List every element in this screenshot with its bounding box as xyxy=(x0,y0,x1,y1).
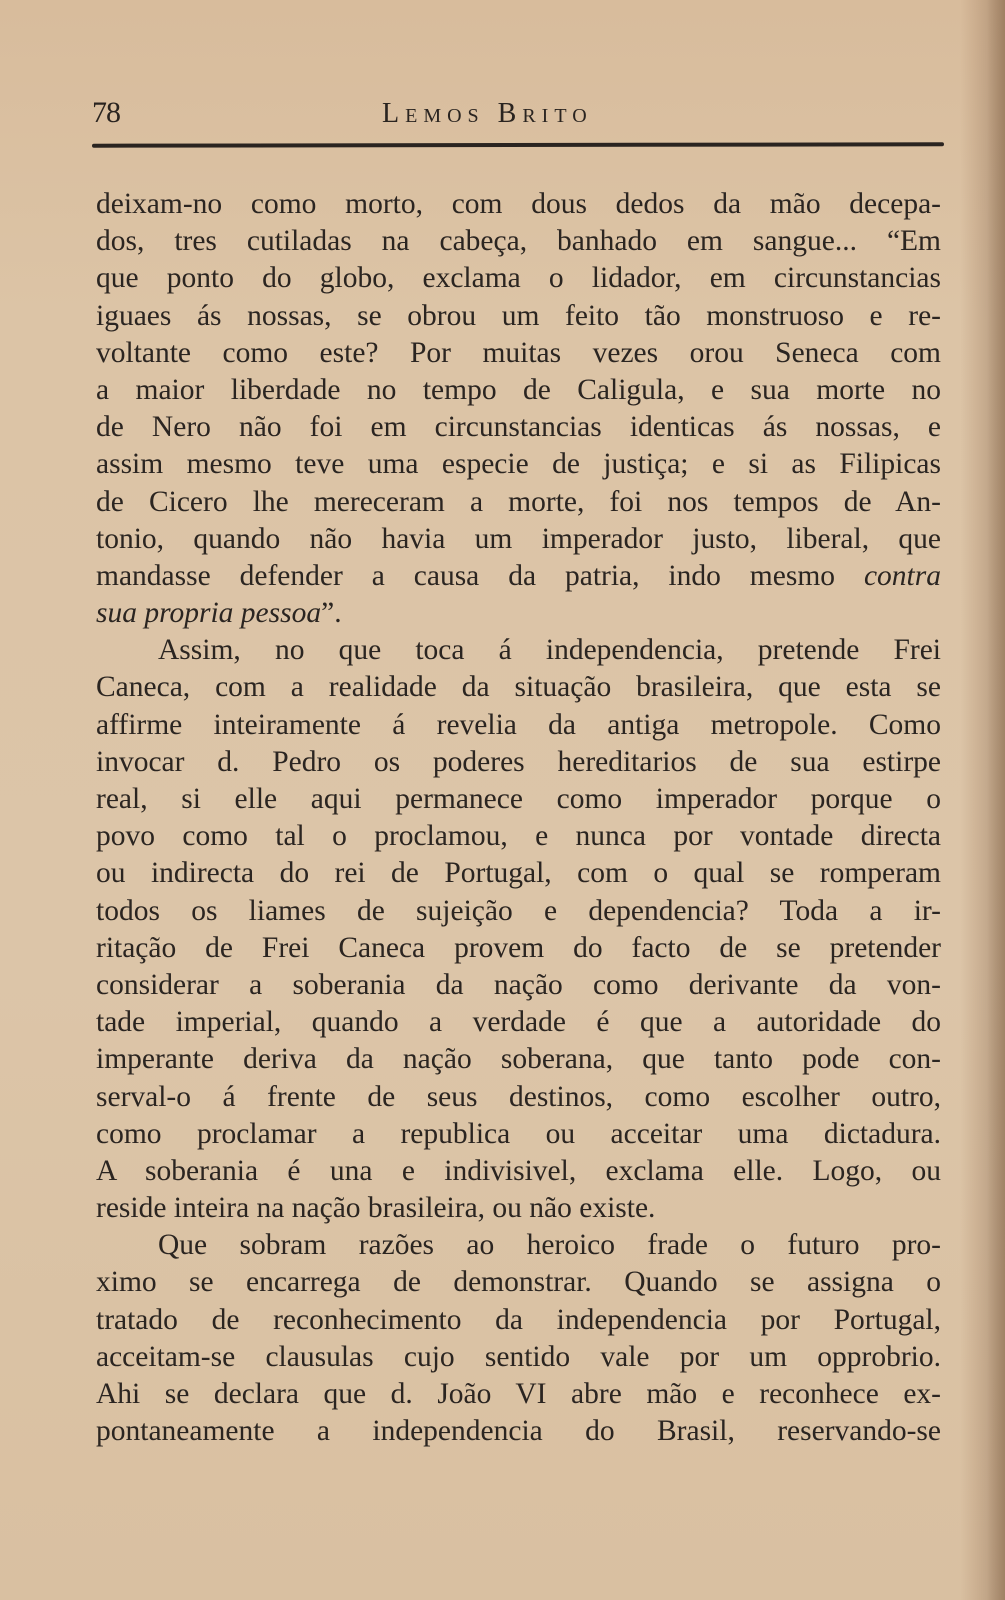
text-line: tonio, quando não havia um imperador justo, liberal, que xyxy=(96,522,941,555)
italic-segment: contra xyxy=(863,559,941,592)
body-text xyxy=(96,186,941,1450)
running-title: Lemos Brito xyxy=(382,98,593,129)
text-segment: mandasse defender a causa da patria, indo mesmo xyxy=(96,559,864,592)
text-line: serval-o á frente de seus destinos, como escolher outro, xyxy=(96,1080,941,1113)
page-number: 78 xyxy=(92,96,120,129)
text-line: acceitam-se clausulas cujo sentido vale por um opprobrio. xyxy=(96,1340,941,1373)
text-line: Ahi se declara que d. João VI abre mão e reconhece ex- xyxy=(96,1378,941,1410)
text-line: de Cicero lhe mereceram a morte, foi nos tempos de An- xyxy=(96,485,941,518)
text-line: iguaes ás nossas, se obrou um feito tão monstruoso e re- xyxy=(96,299,941,332)
page-edge-shadow xyxy=(987,0,1005,1600)
text-line: voltante como este? Por muitas vezes orou Seneca com xyxy=(96,336,941,369)
text-line: a maior liberdade no tempo de Caligula, e sua morte no xyxy=(96,373,941,406)
text-line: A soberania é una e indivisivel, exclama elle. Logo, ou xyxy=(96,1154,941,1187)
text-line: deixam-no como morto, com dous dedos da mão decepa- xyxy=(96,188,941,220)
text-line: que ponto do globo, exclama o lidador, em circunstancias xyxy=(96,262,941,295)
text-line: assim mesmo teve uma especie de justiça; e si as Filipicas xyxy=(96,448,941,481)
text-line: considerar a soberania da nação como derivante da von- xyxy=(96,968,941,1001)
paragraph-start-line: Que sobram razões ao heroico frade o futuro pro- xyxy=(158,1229,941,1262)
text-line: dos, tres cutiladas na cabeça, banhado em sangue... “Em xyxy=(96,225,941,258)
text-line: tade imperial, quando a verdade é que a autoridade do xyxy=(96,1006,941,1039)
italic-segment: sua propria pessoa xyxy=(96,597,322,630)
text-line: Caneca, com a realidade da situação brasileira, que esta se xyxy=(96,671,941,704)
text-line: invocar d. Pedro os poderes hereditarios de sua estirpe xyxy=(96,745,941,778)
text-line: ritação de Frei Caneca provem do facto de se pretender xyxy=(96,931,941,964)
text-line: affirme inteiramente á revelia da antiga metropole. Como xyxy=(96,708,941,741)
text-line: imperante deriva da nação soberana, que tanto pode con- xyxy=(96,1043,941,1076)
text-line: tratado de reconhecimento da independencia por Portugal, xyxy=(96,1303,941,1336)
text-line: ximo se encarrega de demonstrar. Quando se assigna o xyxy=(96,1266,941,1299)
text-line: reside inteira na nação brasileira, ou não existe. xyxy=(96,1192,656,1225)
text-line: todos os liames de sujeição e dependencia? Toda a ir- xyxy=(96,894,941,927)
text-line: real, si elle aqui permanece como imperador porque o xyxy=(96,783,941,815)
text-line: povo como tal o proclamou, e nunca por vontade directa xyxy=(96,820,941,853)
paragraph-start-line: Assim, no que toca á independencia, pretende Frei xyxy=(158,634,941,667)
text-line: de Nero não foi em circunstancias identicas ás nossas, e xyxy=(96,411,941,444)
header-rule xyxy=(92,142,944,147)
text-line: pontaneamente a independencia do Brasil, reservando-se xyxy=(96,1415,941,1448)
text-line xyxy=(96,595,941,632)
text-line: ou indirecta do rei de Portugal, com o qual se romperam xyxy=(96,857,941,890)
text-segment: ”. xyxy=(321,597,342,630)
text-line: como proclamar a republica ou acceitar uma dictadura. xyxy=(96,1117,941,1150)
text-line xyxy=(96,558,941,595)
running-head xyxy=(92,96,942,136)
